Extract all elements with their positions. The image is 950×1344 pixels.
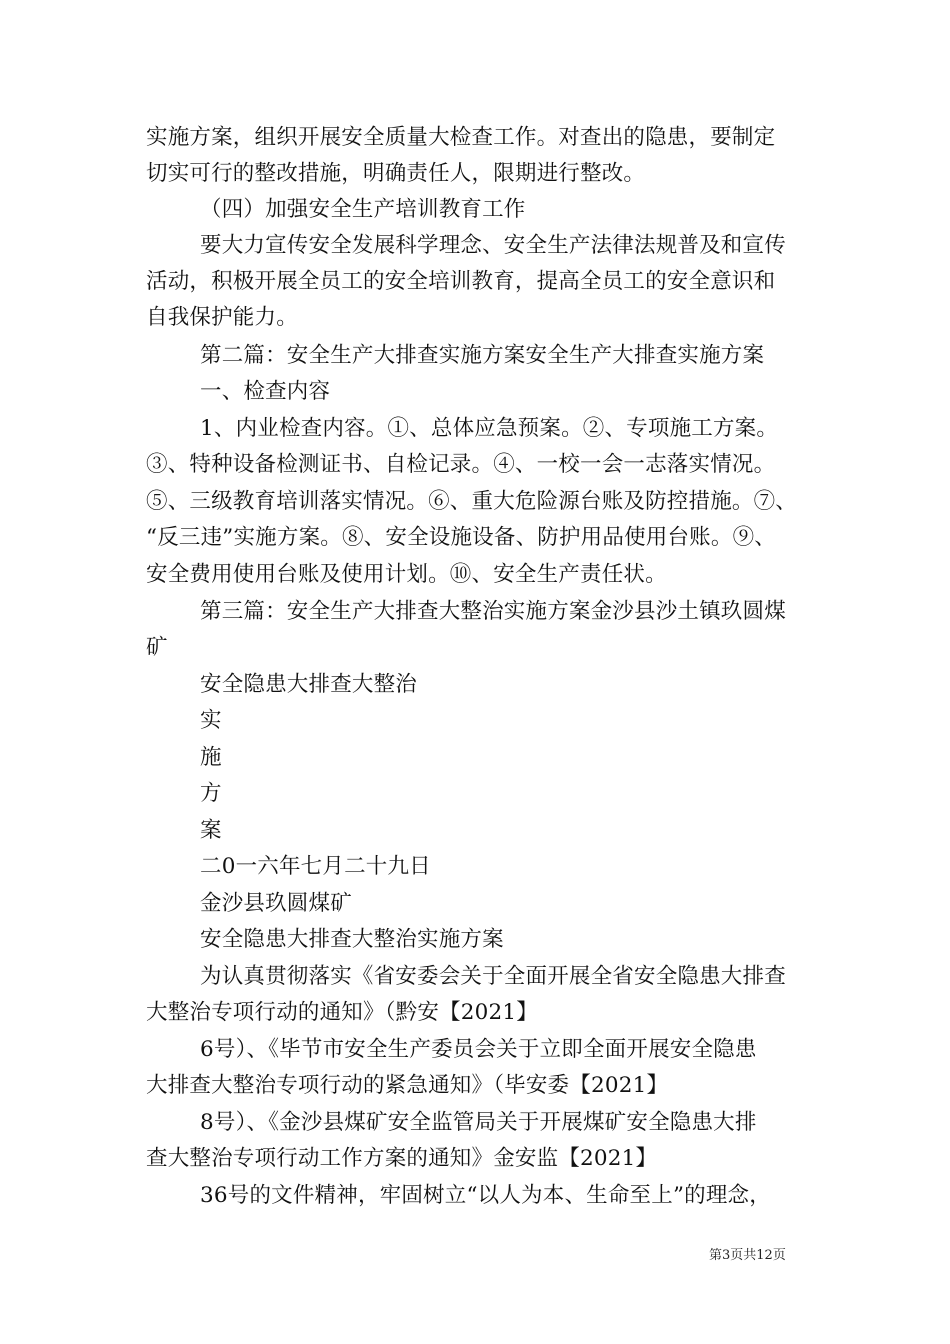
text-line: 施: [200, 745, 222, 770]
text-line: 查大整治专项行动工作方案的通知》金安监【2021】: [146, 1146, 658, 1171]
text-line: 36号的文件精神，牢固树立“以人为本、生命至上”的理念，: [200, 1183, 771, 1208]
text-line: 切实可行的整改措施，明确责任人，限期进行整改。: [146, 161, 646, 186]
text-line: 大排查大整治专项行动的紧急通知》（毕安委【2021】: [146, 1073, 669, 1098]
page-number: 第3页共12页: [709, 1248, 786, 1263]
text-line: 6号）、《毕节市安全生产委员会关于立即全面开展安全隐患: [200, 1037, 757, 1062]
chapter-heading: 第二篇：安全生产大排查实施方案安全生产大排查实施方案: [200, 343, 765, 368]
text-line: 要大力宣传安全发展科学理念、安全生产法律法规普及和宣传: [200, 233, 786, 258]
text-line: 自我保护能力。: [146, 305, 298, 330]
text-line: 方: [200, 781, 222, 806]
section-heading: 一、检查内容: [200, 379, 331, 404]
text-line: 大整治专项行动的通知》（黔安【2021】: [146, 1000, 538, 1025]
text-line: 活动，积极开展全员工的安全培训教育，提高全员工的安全意识和: [146, 269, 776, 294]
text-line: 实施方案，组织开展安全质量大检查工作。对查出的隐患，要制定: [146, 125, 776, 150]
section-heading: （四）加强安全生产培训教育工作: [200, 197, 526, 222]
text-line: ③、特种设备检测证书、自检记录。④、一校一会一志落实情况。: [146, 452, 776, 477]
date-line: 二0一六年七月二十九日: [200, 854, 431, 879]
text-line: “反三违”实施方案。⑧、安全设施设备、防护用品使用台账。⑨、: [146, 525, 776, 550]
text-line: 安全隐患大排查大整治实施方案: [200, 927, 504, 952]
text-line: ⑤、三级教育培训落实情况。⑥、重大危险源台账及防控措施。⑦、: [146, 489, 798, 514]
text-line: 安全隐患大排查大整治: [200, 672, 418, 697]
chapter-heading: 第三篇：安全生产大排查大整治实施方案金沙县沙土镇玖圆煤: [200, 599, 786, 624]
text-line: 实: [200, 708, 222, 733]
text-line: 1、内业检查内容。①、总体应急预案。②、专项施工方案。: [200, 416, 779, 441]
text-line: 安全费用使用台账及使用计划。⑩、安全生产责任状。: [146, 562, 667, 587]
text-line: 为认真贯彻落实《省安委会关于全面开展全省安全隐患大排查: [200, 964, 786, 989]
text-line: 金沙县玖圆煤矿: [200, 891, 352, 916]
text-line: 8号）、《金沙县煤矿安全监管局关于开展煤矿安全隐患大排: [200, 1110, 757, 1135]
text-line: 案: [200, 818, 222, 843]
text-line: 矿: [146, 635, 168, 660]
